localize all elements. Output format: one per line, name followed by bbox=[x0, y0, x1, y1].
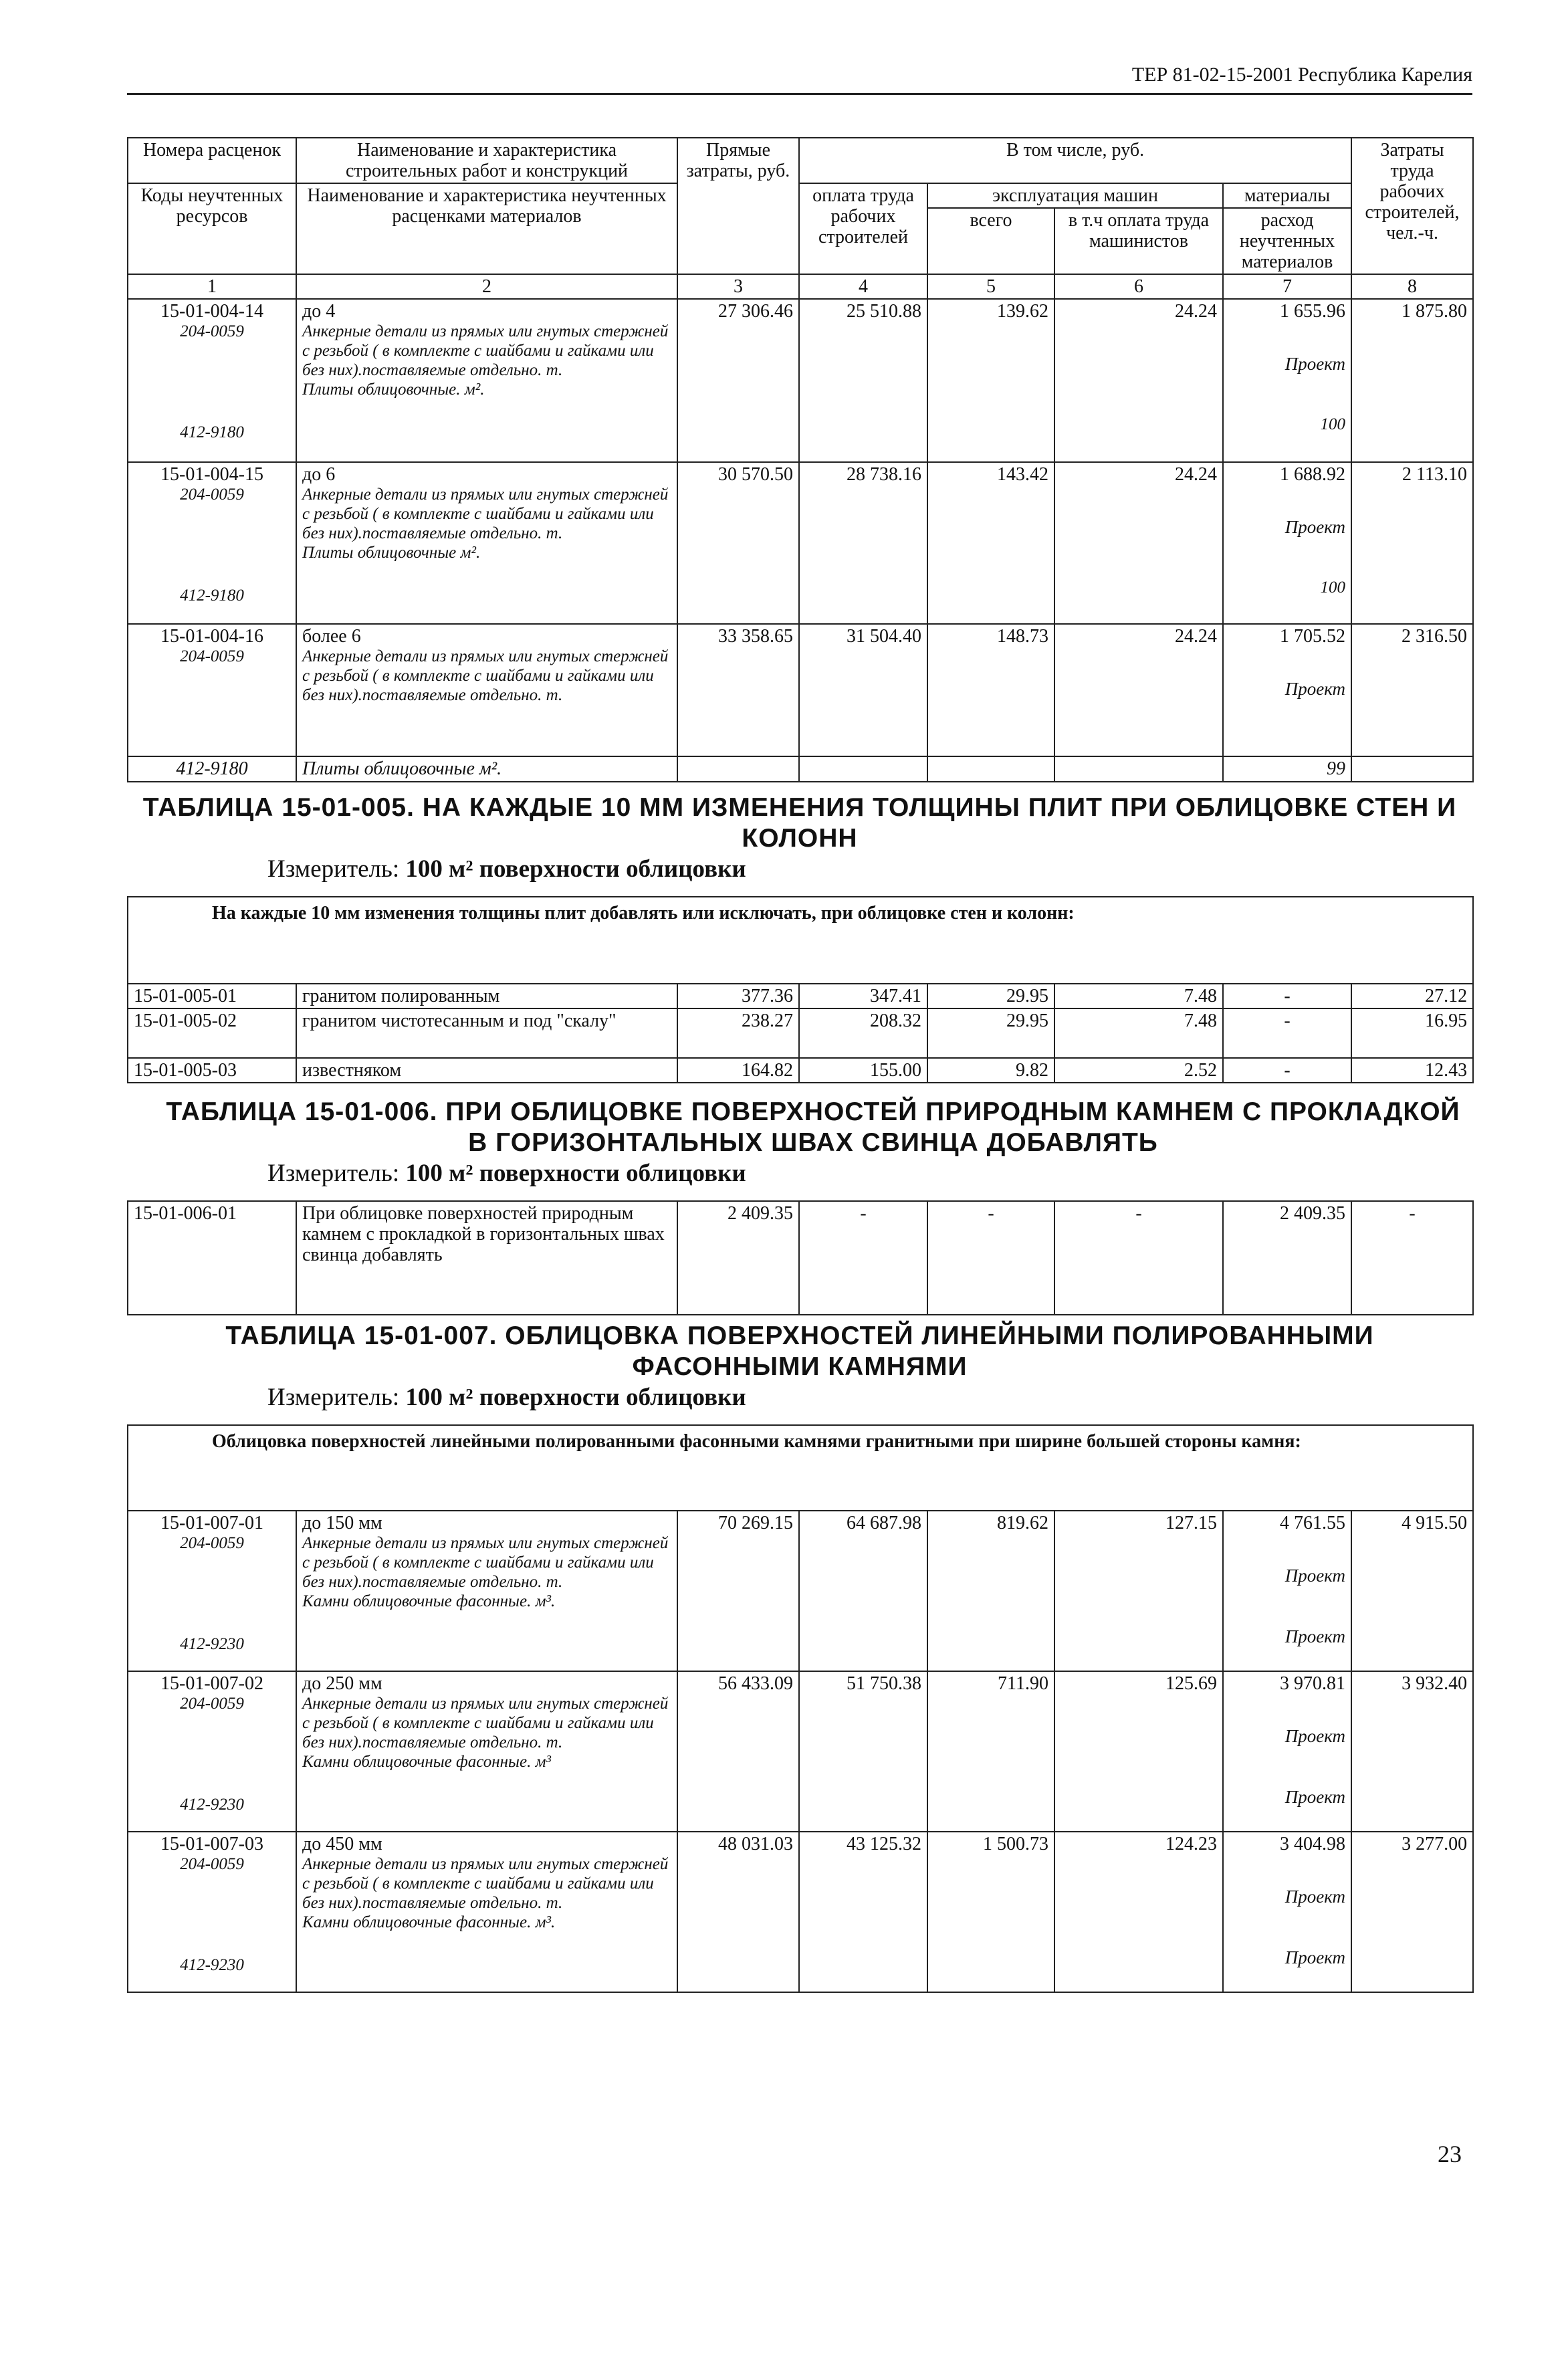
project-label: Проект bbox=[1284, 1787, 1345, 1807]
unit-line bbox=[127, 1158, 1472, 1189]
labor-cost: 2 113.10 bbox=[1351, 462, 1473, 624]
direct-cost: 164.82 bbox=[677, 1058, 799, 1083]
table-15-01-005-heading bbox=[127, 792, 1472, 885]
col-num: 8 bbox=[1351, 274, 1473, 299]
col-head-resource-codes: Коды неучтенных ресурсов bbox=[128, 183, 296, 274]
table-row bbox=[128, 299, 1473, 462]
anchor-note: Анкерные детали из прямых или гнутых стержней с резьбой ( в комплекте с шайбами и гайками или без них).поставляемые отдельно. т. bbox=[302, 322, 669, 379]
project-label: Проект bbox=[1284, 679, 1346, 699]
unit-line bbox=[127, 1382, 1472, 1413]
machinist-wages: 124.23 bbox=[1054, 1832, 1223, 1992]
unit-label: Измеритель: bbox=[267, 1384, 400, 1411]
materials-cost: 2 409.35 bbox=[1223, 1201, 1351, 1315]
direct-cost: 56 433.09 bbox=[677, 1671, 799, 1832]
row-name: При облицовке поверхностей природным камнем с прокладкой в горизонтальных швах свинца добавлять bbox=[296, 1201, 677, 1315]
labor-cost: - bbox=[1351, 1201, 1473, 1315]
row-name: до 250 мм bbox=[302, 1673, 382, 1694]
machinist-wages: 125.69 bbox=[1054, 1671, 1223, 1832]
resource-code: 204-0059 bbox=[180, 486, 244, 504]
direct-cost: 33 358.65 bbox=[677, 624, 799, 756]
wages-cost: 155.00 bbox=[799, 1058, 927, 1083]
wages-cost: 64 687.98 bbox=[799, 1511, 927, 1671]
machines-cost: 148.73 bbox=[927, 624, 1054, 756]
col-head-labor: Затраты труда рабочих строителей, чел.-ч. bbox=[1351, 138, 1473, 274]
table-row bbox=[128, 1832, 1473, 1992]
col-num: 3 bbox=[677, 274, 799, 299]
material-qty: 99 bbox=[1223, 756, 1351, 782]
rate-code: 15-01-007-03 bbox=[160, 1834, 263, 1854]
table-subheading: На каждые 10 мм изменения толщины плит добавлять или исключать, при облицовке стен и колонн: bbox=[128, 897, 1473, 984]
materials-cost: 3 970.81 bbox=[1280, 1673, 1345, 1694]
unit-label: Измеритель: bbox=[267, 1160, 400, 1187]
table-15-01-004 bbox=[127, 137, 1474, 782]
anchor-note: Анкерные детали из прямых или гнутых стержней с резьбой ( в комплекте с шайбами и гайками или без них).поставляемые отдельно. т. bbox=[302, 1855, 669, 1912]
rate-code: 15-01-004-15 bbox=[160, 464, 263, 485]
labor-cost: 4 915.50 bbox=[1351, 1511, 1473, 1671]
wages-cost: 51 750.38 bbox=[799, 1671, 927, 1832]
unit-label: Измеритель: bbox=[267, 855, 400, 883]
material-name: Камни облицовочные фасонные. м³ bbox=[302, 1753, 552, 1771]
materials-cost: 4 761.55 bbox=[1280, 1513, 1345, 1533]
project-label: Проект bbox=[1284, 354, 1346, 374]
machines-cost: 711.90 bbox=[927, 1671, 1054, 1832]
wages-cost: 31 504.40 bbox=[799, 624, 927, 756]
wages-cost: 25 510.88 bbox=[799, 299, 927, 462]
col-head-material-name: Наименование и характеристика неучтенных расценками материалов bbox=[296, 183, 677, 274]
table-15-01-007-heading bbox=[127, 1321, 1472, 1413]
direct-cost: 2 409.35 bbox=[677, 1201, 799, 1315]
table-row bbox=[128, 1511, 1473, 1671]
machinist-wages: 2.52 bbox=[1054, 1058, 1223, 1083]
direct-cost: 48 031.03 bbox=[677, 1832, 799, 1992]
material-qty: 100 bbox=[1320, 578, 1346, 597]
row-name: до 6 bbox=[302, 464, 336, 485]
machines-cost: 819.62 bbox=[927, 1511, 1054, 1671]
project-label: Проект bbox=[1284, 1947, 1345, 1967]
resource-code: 412-9180 bbox=[180, 586, 244, 605]
unit-line bbox=[127, 854, 1472, 885]
machines-cost: 143.42 bbox=[927, 462, 1054, 624]
table-15-01-006 bbox=[127, 1200, 1474, 1315]
col-head-wages: оплата труда рабочих строителей bbox=[799, 183, 927, 274]
machines-cost: 9.82 bbox=[927, 1058, 1054, 1083]
machinist-wages: 7.48 bbox=[1054, 1008, 1223, 1058]
machinist-wages: 127.15 bbox=[1054, 1511, 1223, 1671]
table-row bbox=[128, 462, 1473, 624]
col-num: 6 bbox=[1054, 274, 1223, 299]
resource-code: 412-9230 bbox=[180, 1956, 244, 1974]
labor-cost: 1 875.80 bbox=[1351, 299, 1473, 462]
unit-value: 100 м² поверхности облицовки bbox=[405, 1384, 746, 1411]
machinist-wages: - bbox=[1054, 1201, 1223, 1315]
resource-code: 204-0059 bbox=[180, 322, 244, 340]
material-name: Плиты облицовочные. м². bbox=[302, 381, 485, 399]
labor-cost: 16.95 bbox=[1351, 1008, 1473, 1058]
rate-code: 15-01-005-02 bbox=[128, 1008, 296, 1058]
wages-cost: 28 738.16 bbox=[799, 462, 927, 624]
labor-cost: 12.43 bbox=[1351, 1058, 1473, 1083]
project-label: Проект bbox=[1284, 1887, 1345, 1907]
machines-cost: 29.95 bbox=[927, 984, 1054, 1008]
machines-cost: 139.62 bbox=[927, 299, 1054, 462]
table-subheading: Облицовка поверхностей линейными полированными фасонными камнями гранитными при ширине большей стороны камня: bbox=[128, 1425, 1473, 1511]
direct-cost: 27 306.46 bbox=[677, 299, 799, 462]
col-head-work-name: Наименование и характеристика строительных работ и конструкций bbox=[296, 138, 677, 183]
materials-cost: 1 688.92 bbox=[1280, 464, 1346, 485]
col-head-direct: Прямые затраты, руб. bbox=[677, 138, 799, 274]
col-head-including: В том числе, руб. bbox=[799, 138, 1351, 183]
col-num: 1 bbox=[128, 274, 296, 299]
col-num: 5 bbox=[927, 274, 1054, 299]
unit-value: 100 м² поверхности облицовки bbox=[405, 855, 746, 883]
col-head-machines: эксплуатация машин bbox=[927, 183, 1223, 208]
machinist-wages: 24.24 bbox=[1054, 624, 1223, 756]
col-num: 4 bbox=[799, 274, 927, 299]
row-name: до 450 мм bbox=[302, 1834, 382, 1854]
rate-code: 15-01-005-01 bbox=[128, 984, 296, 1008]
materials-cost: 1 655.96 bbox=[1280, 301, 1346, 322]
labor-cost: 3 277.00 bbox=[1351, 1832, 1473, 1992]
project-label: Проект bbox=[1284, 1566, 1345, 1586]
table-row bbox=[128, 756, 1473, 782]
anchor-note: Анкерные детали из прямых или гнутых стержней с резьбой ( в комплекте с шайбами и гайками или без них).поставляемые отдельно. т. bbox=[302, 486, 669, 542]
row-name: гранитом полированным bbox=[296, 984, 677, 1008]
col-num: 7 bbox=[1223, 274, 1351, 299]
material-name: Плиты облицовочные м². bbox=[296, 756, 677, 782]
machines-cost: - bbox=[927, 1201, 1054, 1315]
rate-code: 15-01-004-16 bbox=[160, 626, 263, 647]
wages-cost: 208.32 bbox=[799, 1008, 927, 1058]
wages-cost: 43 125.32 bbox=[799, 1832, 927, 1992]
rate-code: 15-01-004-14 bbox=[160, 301, 263, 322]
table-row bbox=[128, 1671, 1473, 1832]
table-15-01-005 bbox=[127, 896, 1474, 1083]
machinist-wages: 7.48 bbox=[1054, 984, 1223, 1008]
resource-code: 204-0059 bbox=[180, 1534, 244, 1552]
table-row bbox=[128, 984, 1473, 1008]
row-name: гранитом чистотесанным и под "скалу" bbox=[296, 1008, 677, 1058]
resource-code: 412-9230 bbox=[180, 1796, 244, 1814]
unit-value: 100 м² поверхности облицовки bbox=[405, 1160, 746, 1187]
rate-code: 15-01-006-01 bbox=[128, 1201, 296, 1315]
table-row bbox=[128, 1058, 1473, 1083]
rate-code: 15-01-005-03 bbox=[128, 1058, 296, 1083]
table-row bbox=[128, 1008, 1473, 1058]
material-name: Камни облицовочные фасонные. м³. bbox=[302, 1913, 556, 1931]
labor-cost: 2 316.50 bbox=[1351, 624, 1473, 756]
running-header: ТЕР 81-02-15-2001 Республика Карелия bbox=[127, 64, 1472, 95]
machinist-wages: 24.24 bbox=[1054, 299, 1223, 462]
table-title: ТАБЛИЦА 15-01-005. НА КАЖДЫЕ 10 ММ ИЗМЕНЕНИЯ ТОЛЩИНЫ ПЛИТ ПРИ ОБЛИЦОВКЕ СТЕН И КОЛОНН bbox=[142, 793, 1457, 853]
wages-cost: 347.41 bbox=[799, 984, 927, 1008]
labor-cost: 3 932.40 bbox=[1351, 1671, 1473, 1832]
direct-cost: 377.36 bbox=[677, 984, 799, 1008]
col-head-unaccounted-materials: расход неучтенных материалов bbox=[1223, 208, 1351, 274]
materials-cost: 3 404.98 bbox=[1280, 1834, 1345, 1854]
col-head-machinist-wages: в т.ч оплата труда машинистов bbox=[1054, 208, 1223, 274]
rate-code: 15-01-007-01 bbox=[160, 1513, 263, 1533]
rate-code: 15-01-007-02 bbox=[160, 1673, 263, 1694]
direct-cost: 70 269.15 bbox=[677, 1511, 799, 1671]
machines-cost: 29.95 bbox=[927, 1008, 1054, 1058]
resource-code: 204-0059 bbox=[180, 647, 244, 665]
material-name: Камни облицовочные фасонные. м³. bbox=[302, 1592, 556, 1610]
resource-code: 412-9180 bbox=[128, 756, 296, 782]
col-num: 2 bbox=[296, 274, 677, 299]
row-name: до 150 мм bbox=[302, 1513, 382, 1533]
resource-code: 412-9230 bbox=[180, 1635, 244, 1653]
resource-code: 204-0059 bbox=[180, 1855, 244, 1873]
machinist-wages: 24.24 bbox=[1054, 462, 1223, 624]
resource-code: 204-0059 bbox=[180, 1695, 244, 1713]
material-qty: 100 bbox=[1320, 415, 1346, 433]
table-15-01-007 bbox=[127, 1424, 1474, 1993]
direct-cost: 30 570.50 bbox=[677, 462, 799, 624]
row-name: известняком bbox=[296, 1058, 677, 1083]
machines-cost: 1 500.73 bbox=[927, 1832, 1054, 1992]
direct-cost: 238.27 bbox=[677, 1008, 799, 1058]
row-name: более 6 bbox=[302, 626, 361, 647]
project-label: Проект bbox=[1284, 1626, 1345, 1646]
materials-cost: - bbox=[1223, 1058, 1351, 1083]
resource-code: 412-9180 bbox=[180, 423, 244, 441]
table-title: ТАБЛИЦА 15-01-007. ОБЛИЦОВКА ПОВЕРХНОСТЕЙ ЛИНЕЙНЫМИ ПОЛИРОВАННЫМИ ФАСОННЫМИ КАМНЯМИ bbox=[225, 1321, 1374, 1381]
row-name: до 4 bbox=[302, 301, 336, 322]
project-label: Проект bbox=[1284, 517, 1346, 537]
wages-cost: - bbox=[799, 1201, 927, 1315]
table-title: ТАБЛИЦА 15-01-006. ПРИ ОБЛИЦОВКЕ ПОВЕРХНОСТЕЙ ПРИРОДНЫМ КАМНЕМ С ПРОКЛАДКОЙ В ГОРИЗОНТАЛЬНЫХ ШВАХ СВИНЦА ДОБАВЛЯТЬ bbox=[166, 1097, 1460, 1157]
col-head-rate-number: Номера расценок bbox=[128, 138, 296, 183]
table-row bbox=[128, 624, 1473, 756]
materials-cost: - bbox=[1223, 984, 1351, 1008]
anchor-note: Анкерные детали из прямых или гнутых стержней с резьбой ( в комплекте с шайбами и гайками или без них).поставляемые отдельно. т. bbox=[302, 1534, 669, 1591]
project-label: Проект bbox=[1284, 1726, 1345, 1746]
anchor-note: Анкерные детали из прямых или гнутых стержней с резьбой ( в комплекте с шайбами и гайками или без них).поставляемые отдельно. т. bbox=[302, 647, 669, 704]
labor-cost: 27.12 bbox=[1351, 984, 1473, 1008]
materials-cost: - bbox=[1223, 1008, 1351, 1058]
materials-cost: 1 705.52 bbox=[1280, 626, 1346, 647]
material-name: Плиты облицовочные м². bbox=[302, 544, 481, 562]
table-15-01-006-heading bbox=[127, 1097, 1472, 1189]
page-number: 23 bbox=[1438, 2141, 1462, 2167]
table-row bbox=[128, 1201, 1473, 1315]
col-head-machines-total: всего bbox=[927, 208, 1054, 274]
col-head-materials: материалы bbox=[1223, 183, 1351, 208]
anchor-note: Анкерные детали из прямых или гнутых стержней с резьбой ( в комплекте с шайбами и гайками или без них).поставляемые отдельно. т. bbox=[302, 1695, 669, 1751]
